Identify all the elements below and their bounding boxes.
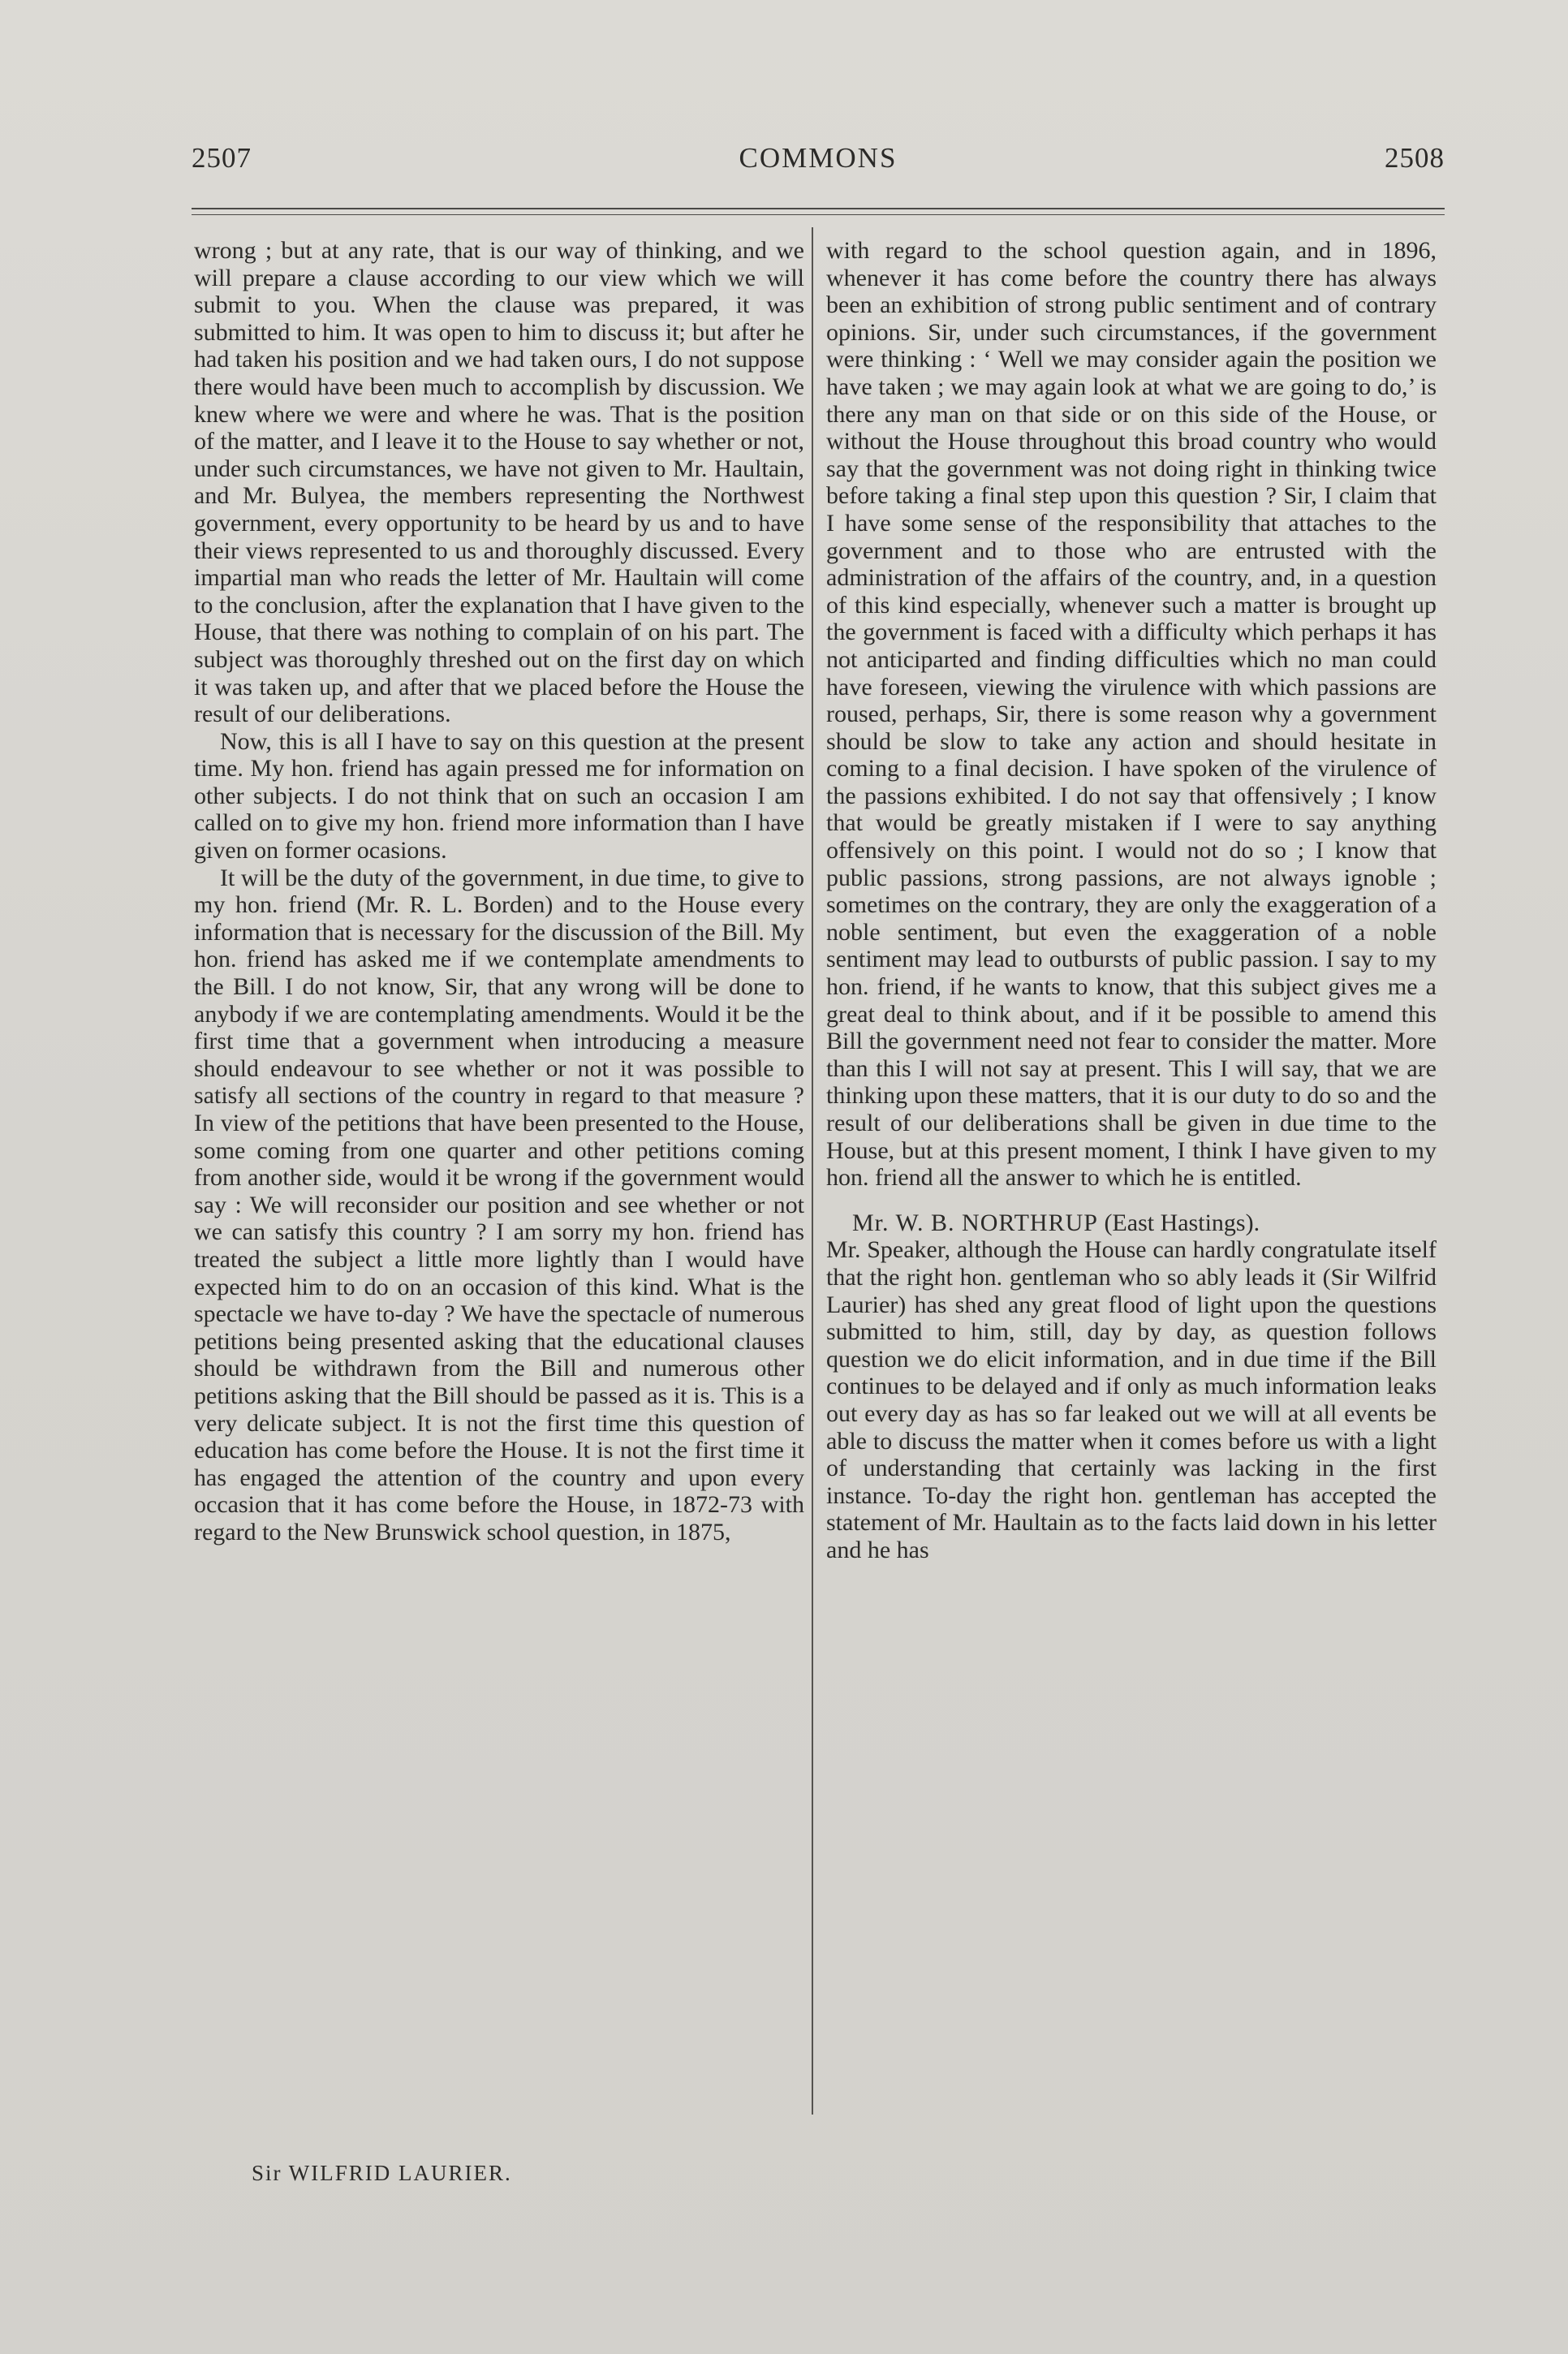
running-title: COMMONS: [739, 142, 898, 174]
left-column: [194, 237, 804, 1546]
speaker-name: Mr. W. B. NORTHRUP: [852, 1209, 1098, 1236]
speaker-constituency: (East Hastings).: [1097, 1209, 1260, 1236]
column-divider: [812, 227, 813, 2115]
page-header: [192, 142, 1445, 181]
paragraph: Mr. Speaker, although the House can hardly congratulate itself that the right hon. gentleman who so ably leads it (Sir Wilfrid Laurier) has shed any great flood of light upon the questions submitted to him, still, day by day, as question follows question we do elicit information, and in due time if the Bill continues to be delayed and if only as much information leaks out every day as has so far leaked out we will at all events be able to discuss the matter when it comes before us with a light of understanding that certainly was lacking in the first instance. To-day the right hon. gentleman has accepted the statement of Mr. Haultain as to the facts laid down in his letter and he has: [826, 1236, 1437, 1563]
page-number-right: 2508: [1385, 142, 1445, 174]
speech-heading: [826, 1209, 1437, 1237]
page-number-left: 2507: [192, 142, 252, 174]
paragraph: It will be the duty of the government, in due time, to give to my hon. friend (Mr. R. L. Borden) and to the House every information that is necessary for the discussion of the Bill. My hon. friend has asked me if we contemplate amendments to the Bill. I do not know, Sir, that any wrong will be done to anybody if we are contemplating amendments. Would it be the first time that a government when introducing a measure should endeavour to see whether or not it was possible to satisfy all sections of the country in regard to that measure ? In view of the petitions that have been presented to the House, some coming from one quarter and other petitions coming from another side, would it be wrong if the government would say : We will reconsider our position and see whether or not we can satisfy this country ? I am sorry my hon. friend has treated the subject a little more lightly than I would have expected him to do on an occasion of this kind. What is the spectacle we have to-day ? We have the spectacle of numerous petitions being presented asking that the educational clauses should be withdrawn from the Bill and numerous other petitions asking that the Bill should be passed as it is. This is a very delicate subject. It is not the first time this question of education has come before the House. It is not the first time it has engaged the attention of the country and upon every occasion that it has come before the House, in 1872-73 with regard to the New Brunswick school question, in 1875,: [194, 864, 804, 1546]
paragraph: with regard to the school question again, and in 1896, whenever it has come before the country there has always been an exhibition of strong public sentiment and of contrary opinions. Sir, under such circumstances, if the government were thinking : ‘ Well we may consider again the position we have taken ; we may again look at what we are going to do,’ is there any man on that side or on this side of the House, or without the House throughout this broad country who would say that the government was not doing right in thinking twice before taking a final step upon this question ? Sir, I claim that I have some sense of the responsibility that attaches to the government and to those who are entrusted with the administration of the affairs of the country, and, in a question of this kind especially, whenever such a matter is brought up the government is faced with a difficulty which perhaps it has not anticiparted and finding difficulties which no man could have foreseen, viewing the virulence with which passions are roused, perhaps, Sir, there is some reason why a government should be slow to take any action and should hesitate in coming to a final decision. I have spoken of the virulence of the passions exhibited. I do not say that offensively ; I know that would be greatly mistaken if I were to say anything offensively on this point. I would not do so ; I know that public passions, strong passions, are not always ignoble ; sometimes on the contrary, they are only the exaggeration of a noble sentiment, but even the exaggeration of a noble sentiment may lead to outbursts of public passion. I say to my hon. friend, if he wants to know, that this subject gives me a great deal to think about, and if it be possible to amend this Bill the government need not fear to consider the matter. More than this I will not say at present. This I will say, that we are thinking upon these matters, that it is our duty to do so and the result of our deliberations shall be given in due time to the House, but at this present moment, I think I have given to my hon. friend all the answer to which he is entitled.: [826, 237, 1437, 1192]
header-rule-thin: [192, 214, 1445, 215]
paragraph: wrong ; but at any rate, that is our way of thinking, and we will prepare a clause according to our view which we will submit to you. When the clause was prepared, it was submitted to him. It was open to him to discuss it; but after he had taken his position and we had taken ours, I do not suppose there would have been much to accomplish by discussion. We knew where we were and where he was. That is the position of the matter, and I leave it to the House to say whether or not, under such circumstances, we have not given to Mr. Haultain, and Mr. Bulyea, the members representing the Northwest government, every opportunity to be heard by us and to have their views represented to us and thoroughly discussed. Every impartial man who reads the letter of Mr. Haultain will come to the conclusion, after the explanation that I have given to the House, that there was nothing to complain of on his part. The subject was thoroughly threshed out on the first day on which it was taken up, and after that we placed before the House the result of our deliberations.: [194, 237, 804, 728]
header-rule-thick: [192, 208, 1445, 209]
right-column: [826, 237, 1437, 1564]
paragraph: Now, this is all I have to say on this question at the present time. My hon. friend has again pressed me for information on other subjects. I do not think that on such an occasion I am called on to give my hon. friend more information than I have given on former ocasions.: [194, 727, 804, 864]
footer-speaker-name: Sir WILFRID LAURIER.: [252, 2161, 512, 2185]
